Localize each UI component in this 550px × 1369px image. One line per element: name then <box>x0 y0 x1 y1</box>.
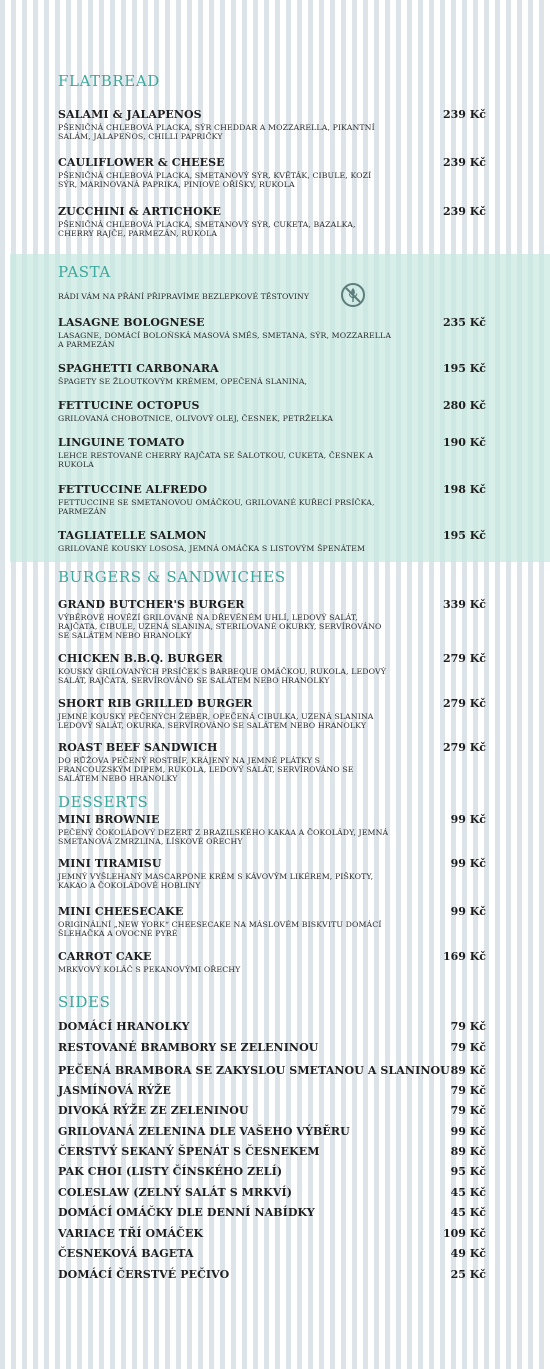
item-price: 190 Kč <box>442 436 486 449</box>
item-name: CAULIFLOWER & CHEESE <box>58 156 225 169</box>
item-price: 239 Kč <box>442 108 486 121</box>
menu-item <box>58 598 490 641</box>
side-item <box>58 1020 490 1033</box>
item-name: DOMÁCÍ ČERSTVÉ PEČIVO <box>58 1268 230 1281</box>
item-price: 89 Kč <box>450 1064 486 1077</box>
section-title-burgers: BURGERS & SANDWICHES <box>58 568 286 586</box>
item-name: ZUCCHINI & ARTICHOKE <box>58 205 221 218</box>
item-price: 339 Kč <box>442 598 486 611</box>
menu-item <box>58 108 490 141</box>
menu-item <box>58 950 490 974</box>
item-price: 235 Kč <box>442 316 486 329</box>
item-name: CHICKEN B.B.Q. BURGER <box>58 652 223 665</box>
item-name: ROAST BEEF SANDWICH <box>58 741 218 754</box>
item-description: DO RŮŽOVA PEČENÝ ROSTBÍF, KRÁJENÝ NA JEMNÉ PLÁTKY S FRANCOUZSKÝM DIPEM, RUKOLA, LEDOVÝ SALÁT, SERVÍROVÁNO SE SALÁTEM NEBO HRANOLKY <box>58 756 354 784</box>
menu-item <box>58 399 490 423</box>
item-price: 25 Kč <box>450 1268 486 1281</box>
menu-item <box>58 205 490 238</box>
item-price: 279 Kč <box>442 697 486 710</box>
item-name: SHORT RIB GRILLED BURGER <box>58 697 253 710</box>
item-name: FETTUCCINE ALFREDO <box>58 483 208 496</box>
item-name: COLESLAW (ZELNÝ SALÁT S MRKVÍ) <box>58 1186 293 1199</box>
item-price: 89 Kč <box>450 1145 486 1158</box>
item-name: LASAGNE BOLOGNESE <box>58 316 205 329</box>
item-name: CARROT CAKE <box>58 950 152 963</box>
item-name: SPAGHETTI CARBONARA <box>58 362 219 375</box>
side-item <box>58 1125 490 1138</box>
side-item <box>58 1268 490 1281</box>
side-item <box>58 1186 490 1199</box>
menu-item <box>58 697 490 730</box>
item-description: PŠENIČNÁ CHLEBOVÁ PLACKA, SMETANOVÝ SÝR, CUKETA, BAZALKA, CHERRY RAJČE, PARMEZÁN, RUKOLA <box>58 220 356 239</box>
item-price: 198 Kč <box>442 483 486 496</box>
item-description: ŠPAGETY SE ŽLOUTKOVÝM KRÉMEM, OPEČENÁ SLANINA, <box>58 377 308 386</box>
item-name: VARIACE TŘÍ OMÁČEK <box>58 1227 204 1240</box>
item-price: 239 Kč <box>442 156 486 169</box>
item-name: JASMÍNOVÁ RÝŽE <box>58 1084 171 1097</box>
menu-item <box>58 156 490 189</box>
item-description: GRILOVANÁ CHOBOTNICE, OLIVOVÝ OLEJ, ČESNEK, PETRŽELKA <box>58 414 333 423</box>
section-title-desserts: DESSERTS <box>58 793 149 811</box>
item-price: 280 Kč <box>442 399 486 412</box>
item-name: PAK CHOI (LISTY ČÍNSKÉHO ZELÍ) <box>58 1165 283 1178</box>
gluten-free-note: RÁDI VÁM NA PŘÁNÍ PŘIPRAVÍME BEZLEPKOVÉ TĚSTOVINY <box>58 292 309 301</box>
item-name: FETTUCINE OCTOPUS <box>58 399 200 412</box>
item-name: MINI BROWNIE <box>58 813 160 826</box>
item-name: MINI TIRAMISU <box>58 857 162 870</box>
side-item <box>58 1227 490 1240</box>
side-item <box>58 1247 490 1260</box>
item-description: GRILOVANÉ KOUSKY LOSOSA, JEMNÁ OMÁČKA S LISTOVÝM ŠPENÁTEM <box>58 544 366 553</box>
item-price: 79 Kč <box>450 1104 486 1117</box>
item-name: ČERSTVÝ SEKANÝ ŠPENÁT S ČESNEKEM <box>58 1145 320 1158</box>
item-description: PŠENIČNÁ CHLEBOVÁ PLACKA, SMETANOVÝ SÝR, KVĚTÁK, CIBULE, KOZÍ SÝR, MARINOVANÁ PAPRIKA, PINIOVÉ OŘÍŠKY, RUKOLA <box>58 171 372 190</box>
menu-item <box>58 813 490 846</box>
menu-item <box>58 316 490 349</box>
item-name: RESTOVANÉ BRAMBORY SE ZELENINOU <box>58 1041 319 1054</box>
item-description: JEMNÝ VYŠLEHANÝ MASCARPONE KRÉM S KÁVOVÝM LIKÉREM, PIŠKOTY, KAKAO A ČOKOLÁDOVÉ HOBLINY <box>58 872 374 891</box>
menu-item <box>58 529 490 553</box>
item-description: PŠENIČNÁ CHLEBOVÁ PLACKA, SÝR CHEDDAR A MOZZARELLA, PIKANTNÍ SALÁM, JALAPEŇOS, CHILLI PAPRIČKY <box>58 123 375 142</box>
item-description: PEČENÝ ČOKOLÁDOVÝ DEZERT Z BRAZILSKÉHO KAKAA A ČOKOLÁDY, JEMNÁ SMETANOVÁ ZMRZLINA, LÍSKOVÉ OŘECHY <box>58 828 389 847</box>
section-title-sides: SIDES <box>58 993 111 1011</box>
side-item <box>58 1084 490 1097</box>
item-name: DOMÁCÍ HRANOLKY <box>58 1020 190 1033</box>
item-name: GRILOVANÁ ZELENINA DLE VAŠEHO VÝBĚRU <box>58 1125 350 1138</box>
item-price: 45 Kč <box>450 1206 486 1219</box>
menu-item <box>58 857 490 890</box>
item-description: LEHCE RESTOVANÉ CHERRY RAJČATA SE ŠALOTKOU, CUKETA, ČESNEK A RUKOLA <box>58 451 374 470</box>
menu-item <box>58 652 490 685</box>
item-price: 109 Kč <box>442 1227 486 1240</box>
item-price: 79 Kč <box>450 1020 486 1033</box>
side-item <box>58 1165 490 1178</box>
item-price: 79 Kč <box>450 1084 486 1097</box>
side-item <box>58 1064 490 1077</box>
item-name: SALAMI & JALAPENOS <box>58 108 202 121</box>
item-price: 99 Kč <box>450 813 486 826</box>
item-price: 99 Kč <box>450 857 486 870</box>
item-description: MRKVOVÝ KOLÁČ S PEKANOVÝMI OŘECHY <box>58 965 241 974</box>
menu-item <box>58 483 490 516</box>
item-description: KOUSKY GRILOVANÝCH PRSÍČEK S BARBEQUE OMÁČKOU, RUKOLA, LEDOVÝ SALÁT, RAJČATA, SERVÍROVÁNO SE SALÁTEM NEBO HRANOLKY <box>58 667 386 686</box>
item-name: LINGUINE TOMATO <box>58 436 185 449</box>
section-title-pasta: PASTA <box>58 263 111 281</box>
side-item <box>58 1041 490 1054</box>
item-price: 99 Kč <box>450 905 486 918</box>
side-item <box>58 1206 490 1219</box>
menu-item <box>58 741 490 784</box>
item-price: 95 Kč <box>450 1165 486 1178</box>
side-item <box>58 1104 490 1117</box>
item-description: FETTUCCINE SE SMETANOVOU OMÁČKOU, GRILOVANÉ KUŘECÍ PRSÍČKA, PARMEZÁN <box>58 498 375 517</box>
item-description: JEMNÉ KOUSKY PEČENÝCH ŽEBER, OPEČENÁ CIBULKA, UZENÁ SLANINA LEDOVÝ SALÁT, OKURKA, SERVÍROVÁNO SE SALÁTEM NEBO HRANOLKY <box>58 712 374 731</box>
item-description: LASAGNE, DOMÁCÍ BOLOŇSKÁ MASOVÁ SMĚS, SMETANA, SÝR, MOZZARELLA A PARMEZÁN <box>58 331 392 350</box>
item-name: TAGLIATELLE SALMON <box>58 529 207 542</box>
item-price: 279 Kč <box>442 652 486 665</box>
item-price: 79 Kč <box>450 1041 486 1054</box>
item-name: DIVOKÁ RÝŽE ZE ZELENINOU <box>58 1104 249 1117</box>
item-name: GRAND BUTCHER'S BURGER <box>58 598 245 611</box>
section-title-flatbread: FLATBREAD <box>58 72 160 90</box>
item-name: PEČENÁ BRAMBORA SE ZAKYSLOU SMETANOU A SLANINOU <box>58 1064 450 1077</box>
item-price: 279 Kč <box>442 741 486 754</box>
item-price: 99 Kč <box>450 1125 486 1138</box>
side-item <box>58 1145 490 1158</box>
item-price: 45 Kč <box>450 1186 486 1199</box>
item-price: 195 Kč <box>442 529 486 542</box>
item-name: ČESNEKOVÁ BAGETA <box>58 1247 194 1260</box>
menu-item <box>58 905 490 938</box>
item-name: DOMÁCÍ OMÁČKY DLE DENNÍ NABÍDKY <box>58 1206 315 1219</box>
item-price: 49 Kč <box>450 1247 486 1260</box>
item-price: 169 Kč <box>442 950 486 963</box>
gluten-free-icon <box>340 282 366 308</box>
menu-item <box>58 436 490 469</box>
item-price: 195 Kč <box>442 362 486 375</box>
item-description: VÝBĚROVÉ HOVĚZÍ GRILOVANÉ NA DŘEVĚNÉM UHLÍ, LEDOVÝ SALÁT, RAJČATA, CIBULE, UZENÁ SLANINA, STERILOVANÉ OKURKY, SERVÍROVÁNO SE SALÁTEM NEBO HRANOLKY <box>58 613 382 641</box>
menu-item <box>58 362 490 386</box>
item-name: MINI CHEESECAKE <box>58 905 184 918</box>
item-price: 239 Kč <box>442 205 486 218</box>
item-description: ORIGINÁLNÍ „NEW YORK“ CHEESECAKE NA MÁSLOVÉM BISKVITU DOMÁCÍ ŠLEHAČKA A OVOCNÉ PYRÉ <box>58 920 382 939</box>
